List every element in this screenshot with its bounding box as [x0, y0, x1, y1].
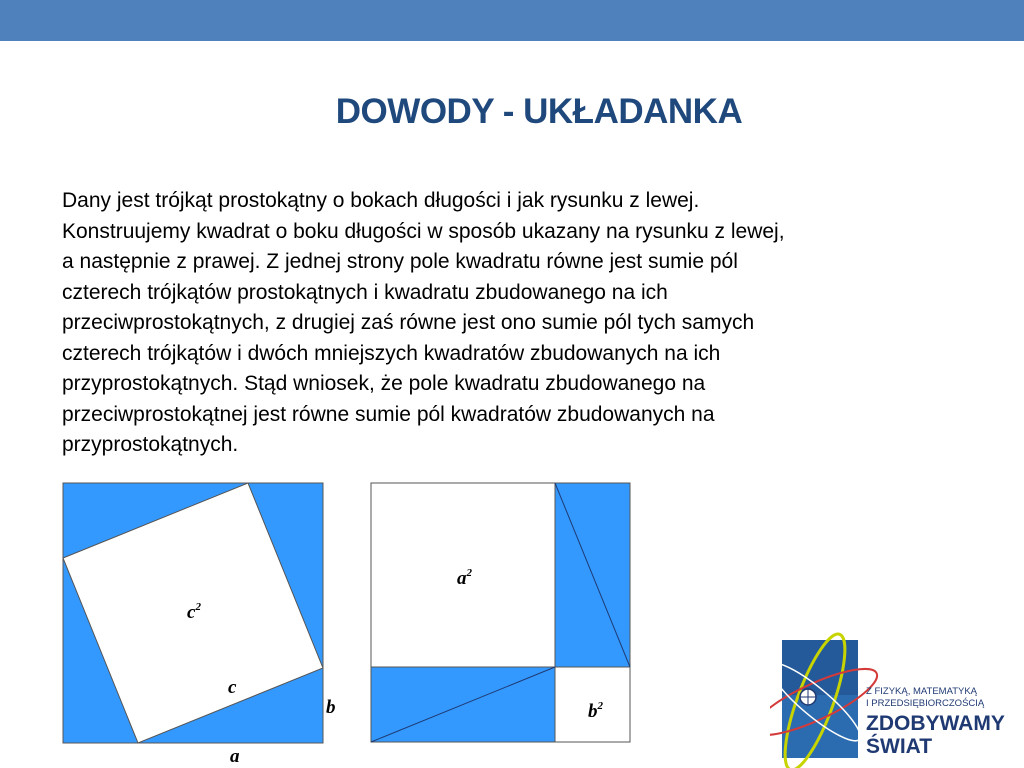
logo-title-1: ZDOBYWAMY: [866, 712, 1005, 735]
label-a: a: [230, 746, 240, 767]
slide-title: DOWODY - UKŁADANKA: [335, 92, 743, 131]
top-accent-bar: [0, 0, 1024, 41]
slide-body-text: Dany jest trójkąt prostokątny o bokach długości i jak rysunku z lewej. Konstruujemy kwadrat o boku długości w sposób ukazany na rysunku z lewej, a następnie z prawej. Z jednej strony pole kwadratu równe jest sumie pól czterech trójkątów prostokątnych i kwadratu zbudowanego na ich przeciwprostokątnych, z drugiej zaś równe jest ono sumie pól tych samych czterech trójkątów i dwóch mniejszych kwadratów zbudowanych na ich przyprostokątnych. Stąd wniosek, że pole kwadratu zbudowanego na przeciwprostokątnej jest równe sumie pól kwadratów zbudowanych na przyprostokątnych.: [62, 189, 785, 456]
logo-tagline-1: Z FIZYKĄ, MATEMATYKĄ: [866, 686, 978, 697]
logo-tagline-2: I PRZEDSIĘBIORCZOŚCIĄ: [866, 698, 985, 709]
logo-title-2: ŚWIAT: [866, 735, 933, 758]
label-b-squared: $b^2$: [588, 700, 603, 722]
label-b: b: [326, 697, 336, 718]
label-c-squared: $c^2$: [187, 601, 201, 623]
label-c: c: [228, 677, 237, 698]
zdobywamy-swiat-logo: [770, 622, 1024, 768]
proof-figure-left: [60, 480, 350, 768]
proof-figure-right: [368, 480, 634, 746]
label-a-squared: $a^2$: [457, 567, 472, 589]
